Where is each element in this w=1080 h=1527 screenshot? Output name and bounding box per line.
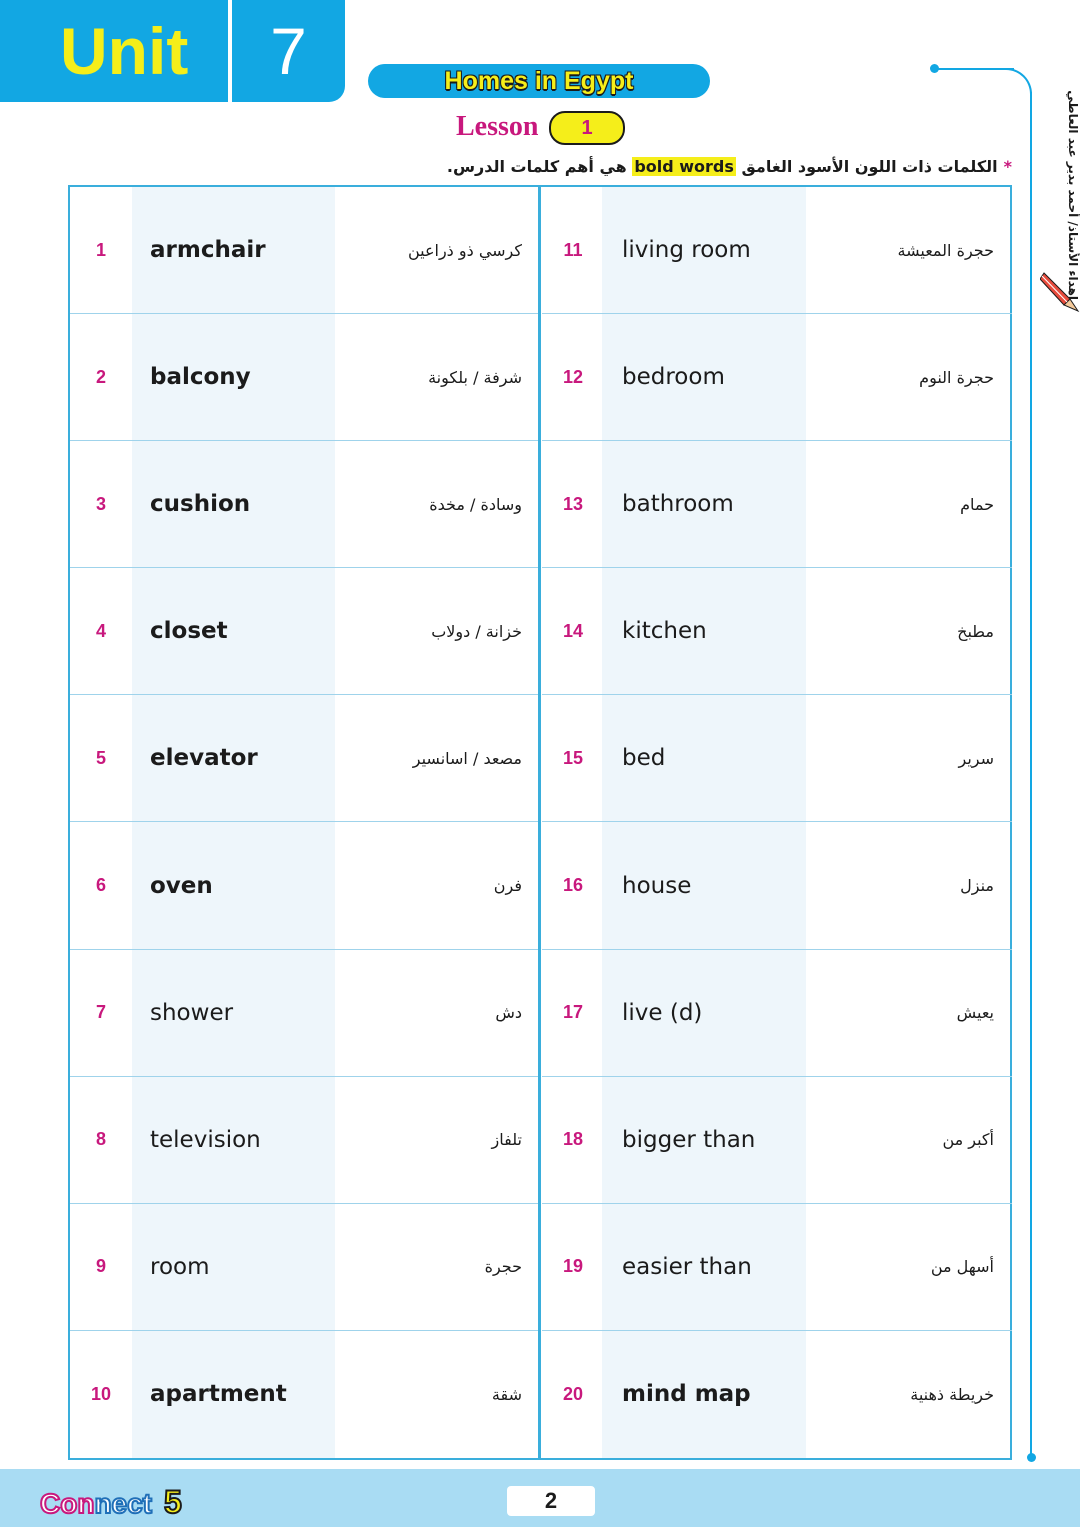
table-row — [542, 1077, 1012, 1204]
side-line-horizontal — [934, 68, 1014, 70]
word-number: 1 — [95, 239, 106, 260]
arabic-meaning: كرسي ذو ذراعين — [407, 240, 522, 260]
arabic-meaning: يعيش — [956, 1003, 994, 1023]
english-word: living room — [622, 237, 751, 264]
table-row — [70, 1204, 540, 1331]
page-number: 2 — [507, 1486, 595, 1516]
arabic-meaning: خريطة ذهنية — [910, 1384, 994, 1404]
english-word: shower — [150, 999, 234, 1026]
word-number: 18 — [562, 1129, 584, 1150]
arabic-meaning: تلفاز — [491, 1130, 522, 1150]
arabic-meaning: شرفة / بلكونة — [428, 367, 522, 387]
word-number: 20 — [562, 1383, 584, 1404]
table-row — [542, 695, 1012, 822]
arabic-meaning: مطبخ — [957, 621, 994, 641]
word-number: 5 — [95, 747, 106, 768]
word-number: 14 — [562, 620, 584, 641]
english-word: kitchen — [622, 618, 707, 645]
table-row — [70, 441, 540, 568]
english-word: easier than — [622, 1253, 752, 1280]
table-row — [542, 950, 1012, 1077]
table-row — [70, 1077, 540, 1204]
unit-banner — [0, 0, 345, 102]
english-word: closet — [150, 618, 228, 645]
arabic-meaning: حمام — [960, 494, 994, 514]
arabic-meaning: سرير — [958, 748, 994, 768]
table-row — [70, 695, 540, 822]
table-row — [70, 568, 540, 695]
star-marker: * — [1003, 157, 1012, 176]
table-row — [70, 823, 540, 950]
unit-number: 7 — [270, 14, 307, 88]
logo-part-2: nect — [94, 1488, 153, 1519]
arabic-meaning: حجرة المعيشة — [897, 240, 994, 260]
page-title: Homes in Egypt — [444, 67, 634, 95]
bold-words-note — [447, 154, 1012, 180]
table-row — [542, 441, 1012, 568]
unit-label: Unit — [60, 14, 189, 88]
arabic-meaning: مصعد / اسانسير — [412, 748, 522, 768]
table-row — [70, 950, 540, 1077]
table-row — [70, 1331, 540, 1458]
table-row — [542, 1331, 1012, 1458]
lesson-title-pill — [368, 64, 710, 98]
arabic-meaning: خزانة / دولاب — [431, 621, 522, 641]
table-row — [542, 568, 1012, 695]
arabic-meaning: منزل — [960, 876, 994, 896]
table-row — [70, 314, 540, 441]
column-divider — [538, 185, 541, 1460]
arabic-meaning: حجرة النوم — [919, 367, 994, 387]
side-line-corner — [1006, 68, 1032, 94]
word-number: 12 — [562, 366, 584, 387]
english-word: mind map — [622, 1381, 751, 1408]
english-word: television — [150, 1126, 261, 1153]
word-number: 17 — [562, 1002, 584, 1023]
arabic-meaning: وسادة / مخدة — [429, 494, 522, 514]
vocabulary-column-right — [542, 187, 1012, 1458]
side-line-dot-bottom — [1027, 1453, 1036, 1462]
english-word: bedroom — [622, 364, 725, 391]
logo-part-1: Con — [40, 1488, 95, 1519]
word-number: 6 — [95, 875, 106, 896]
arabic-meaning: أسهل من — [930, 1257, 994, 1277]
word-number: 9 — [95, 1256, 106, 1277]
english-word: room — [150, 1253, 210, 1280]
side-credit-text: إهداء الأستاذ/ أحمد بدير عبد العاطي — [1066, 90, 1080, 300]
pencil-icon — [1040, 265, 1080, 315]
lesson-number-badge: 1 — [549, 111, 625, 145]
english-word: bathroom — [622, 491, 734, 518]
english-word: live (d) — [622, 999, 703, 1026]
english-word: balcony — [150, 364, 251, 391]
lesson-label: Lesson — [456, 111, 539, 142]
english-word: bed — [622, 745, 666, 772]
word-number: 7 — [95, 1002, 106, 1023]
word-number: 15 — [562, 747, 584, 768]
arabic-meaning: فرن — [493, 876, 522, 896]
english-word: bigger than — [622, 1126, 756, 1153]
arabic-meaning: دش — [495, 1003, 522, 1023]
word-number: 19 — [562, 1256, 584, 1277]
word-number: 8 — [95, 1129, 106, 1150]
side-line-vertical — [1030, 92, 1032, 1456]
word-number: 16 — [562, 875, 584, 896]
table-row — [70, 187, 540, 314]
table-row — [542, 1204, 1012, 1331]
connect-logo — [40, 1484, 182, 1522]
arabic-meaning: حجرة — [484, 1257, 522, 1277]
word-number: 10 — [90, 1383, 112, 1404]
arabic-meaning: أكبر من — [942, 1130, 994, 1150]
english-word: armchair — [150, 237, 266, 264]
word-number: 3 — [95, 493, 106, 514]
english-word: apartment — [150, 1381, 287, 1408]
note-text-after: هي أهم كلمات الدرس. — [446, 157, 627, 176]
arabic-meaning: شقة — [491, 1384, 522, 1404]
english-word: elevator — [150, 745, 258, 772]
word-number: 2 — [95, 366, 106, 387]
english-word: house — [622, 872, 692, 899]
english-word: oven — [150, 872, 213, 899]
word-number: 4 — [95, 620, 106, 641]
note-highlight: bold words — [634, 157, 734, 176]
word-number: 11 — [563, 239, 583, 260]
note-text-before: الكلمات ذات اللون الأسود الغامق — [741, 157, 998, 176]
table-row — [542, 314, 1012, 441]
vocabulary-column-left — [70, 187, 540, 1458]
logo-number: 5 — [164, 1484, 182, 1520]
english-word: cushion — [150, 491, 251, 518]
table-row — [542, 187, 1012, 314]
word-number: 13 — [562, 493, 584, 514]
table-row — [542, 823, 1012, 950]
